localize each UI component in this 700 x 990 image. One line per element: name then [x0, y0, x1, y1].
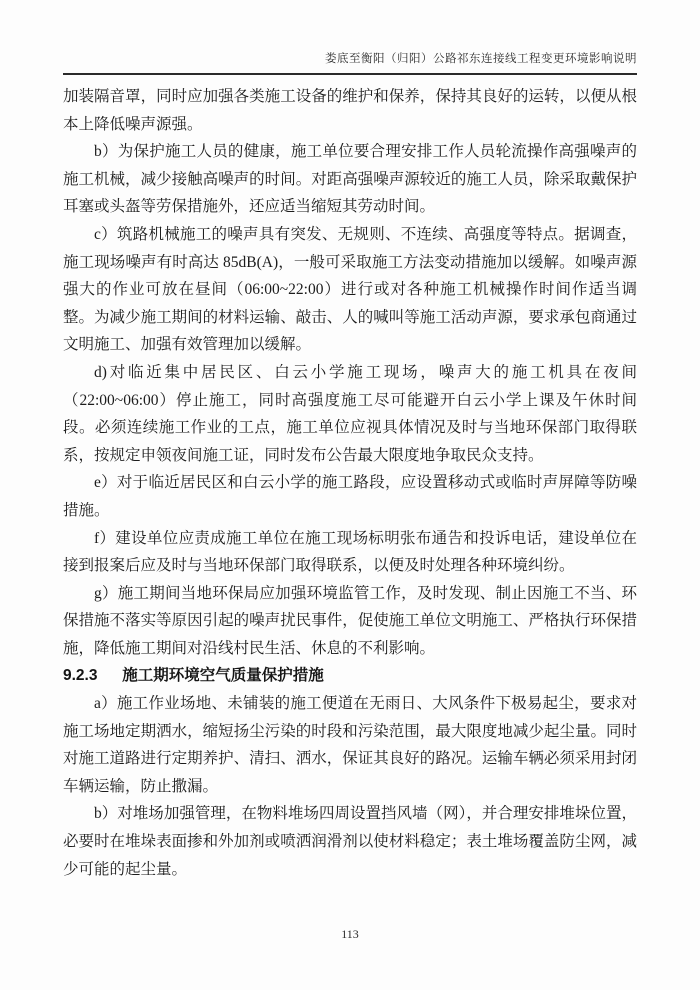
running-header-title: 娄底至衡阳（归阳）公路祁东连接线工程变更环境影响说明: [325, 53, 637, 65]
page-number: 113: [341, 927, 359, 941]
paragraph-noise-d: d)对临近集中居民区、白云小学施工现场，噪声大的施工机具在夜间（22:00~06:00）停止施工，同时高强度施工尽可能避开白云小学上课及午休时间段。必须连续施工作业的工点，施工单位应视具体情况及时与当地环保部门取得联系，按规定申领夜间施工证，同时发布公告最大限度地争取民众支持。: [63, 363, 637, 464]
paragraph-noise-f: f）建设单位应责成施工单位在施工现场标明张布通告和投诉电话，建设单位在接到报案后应及时与当地环保部门取得联系，以便及时处理各种环境纠纷。: [63, 529, 637, 575]
paragraph-noise-b: b）为保护施工人员的健康，施工单位要合理安排工作人员轮流操作高强噪声的施工机械，减少接触高噪声的时间。对距高强噪声源较近的施工人员，除采取戴保护耳塞或头盔等劳保措施外，还应适当缩短其劳动时间。: [63, 143, 637, 216]
paragraph-noise-g: g）施工期间当地环保局应加强环境监管工作，及时发现、制止因施工不当、环保措施不落实等原因引起的噪声扰民事件，促使施工单位文明施工、严格执行环保措施，降低施工期间对沿线村民生活、休息的不利影响。: [63, 584, 637, 657]
paragraph-continued: 加装隔音罩，同时应加强各类施工设备的维护和保养，保持其良好的运转，以便从根本上降低噪声源强。: [63, 88, 637, 133]
section-heading-923: [63, 662, 637, 690]
document-body: [63, 83, 637, 883]
section-title: 施工期环境空气质量保护措施: [122, 667, 324, 685]
paragraph-air-a: a）施工作业场地、未铺装的施工便道在无雨日、大风条件下极易起尘，要求对施工场地定期洒水，缩短扬尘污染的时段和污染范围，最大限度地减少起尘量。同时对施工道路进行定期养护、清扫、洒水，保证其良好的路况。运输车辆必须采用封闭车辆运输，防止撒漏。: [63, 695, 637, 795]
header-rule: [63, 73, 637, 75]
paragraph-air-b: b）对堆场加强管理，在物料堆场四周设置挡风墙（网），并合理安排堆垛位置，必要时在堆垛表面掺和外加剂或喷洒润滑剂以使材料稳定；表土堆场覆盖防尘网，减少可能的起尘量。: [63, 805, 637, 878]
paragraph-noise-e: e）对于临近居民区和白云小学的施工路段，应设置移动式或临时声屏障等防噪措施。: [63, 474, 637, 519]
paragraph-noise-c: c）筑路机械施工的噪声具有突发、无规则、不连续、高强度等特点。据调查，施工现场噪声有时高达 85dB(A)，一般可采取施工方法变动措施加以缓解。如噪声源强大的作业可放在昼间（06:00~22:00）进行或对各种施工机械操作时间作适当调整。为减少施工期间的材料运输、敲击、人的喊叫等施工活动声源，要求承包商通过文明施工、加强有效管理加以缓解。: [63, 225, 637, 354]
section-number: 9.2.3: [63, 667, 98, 685]
